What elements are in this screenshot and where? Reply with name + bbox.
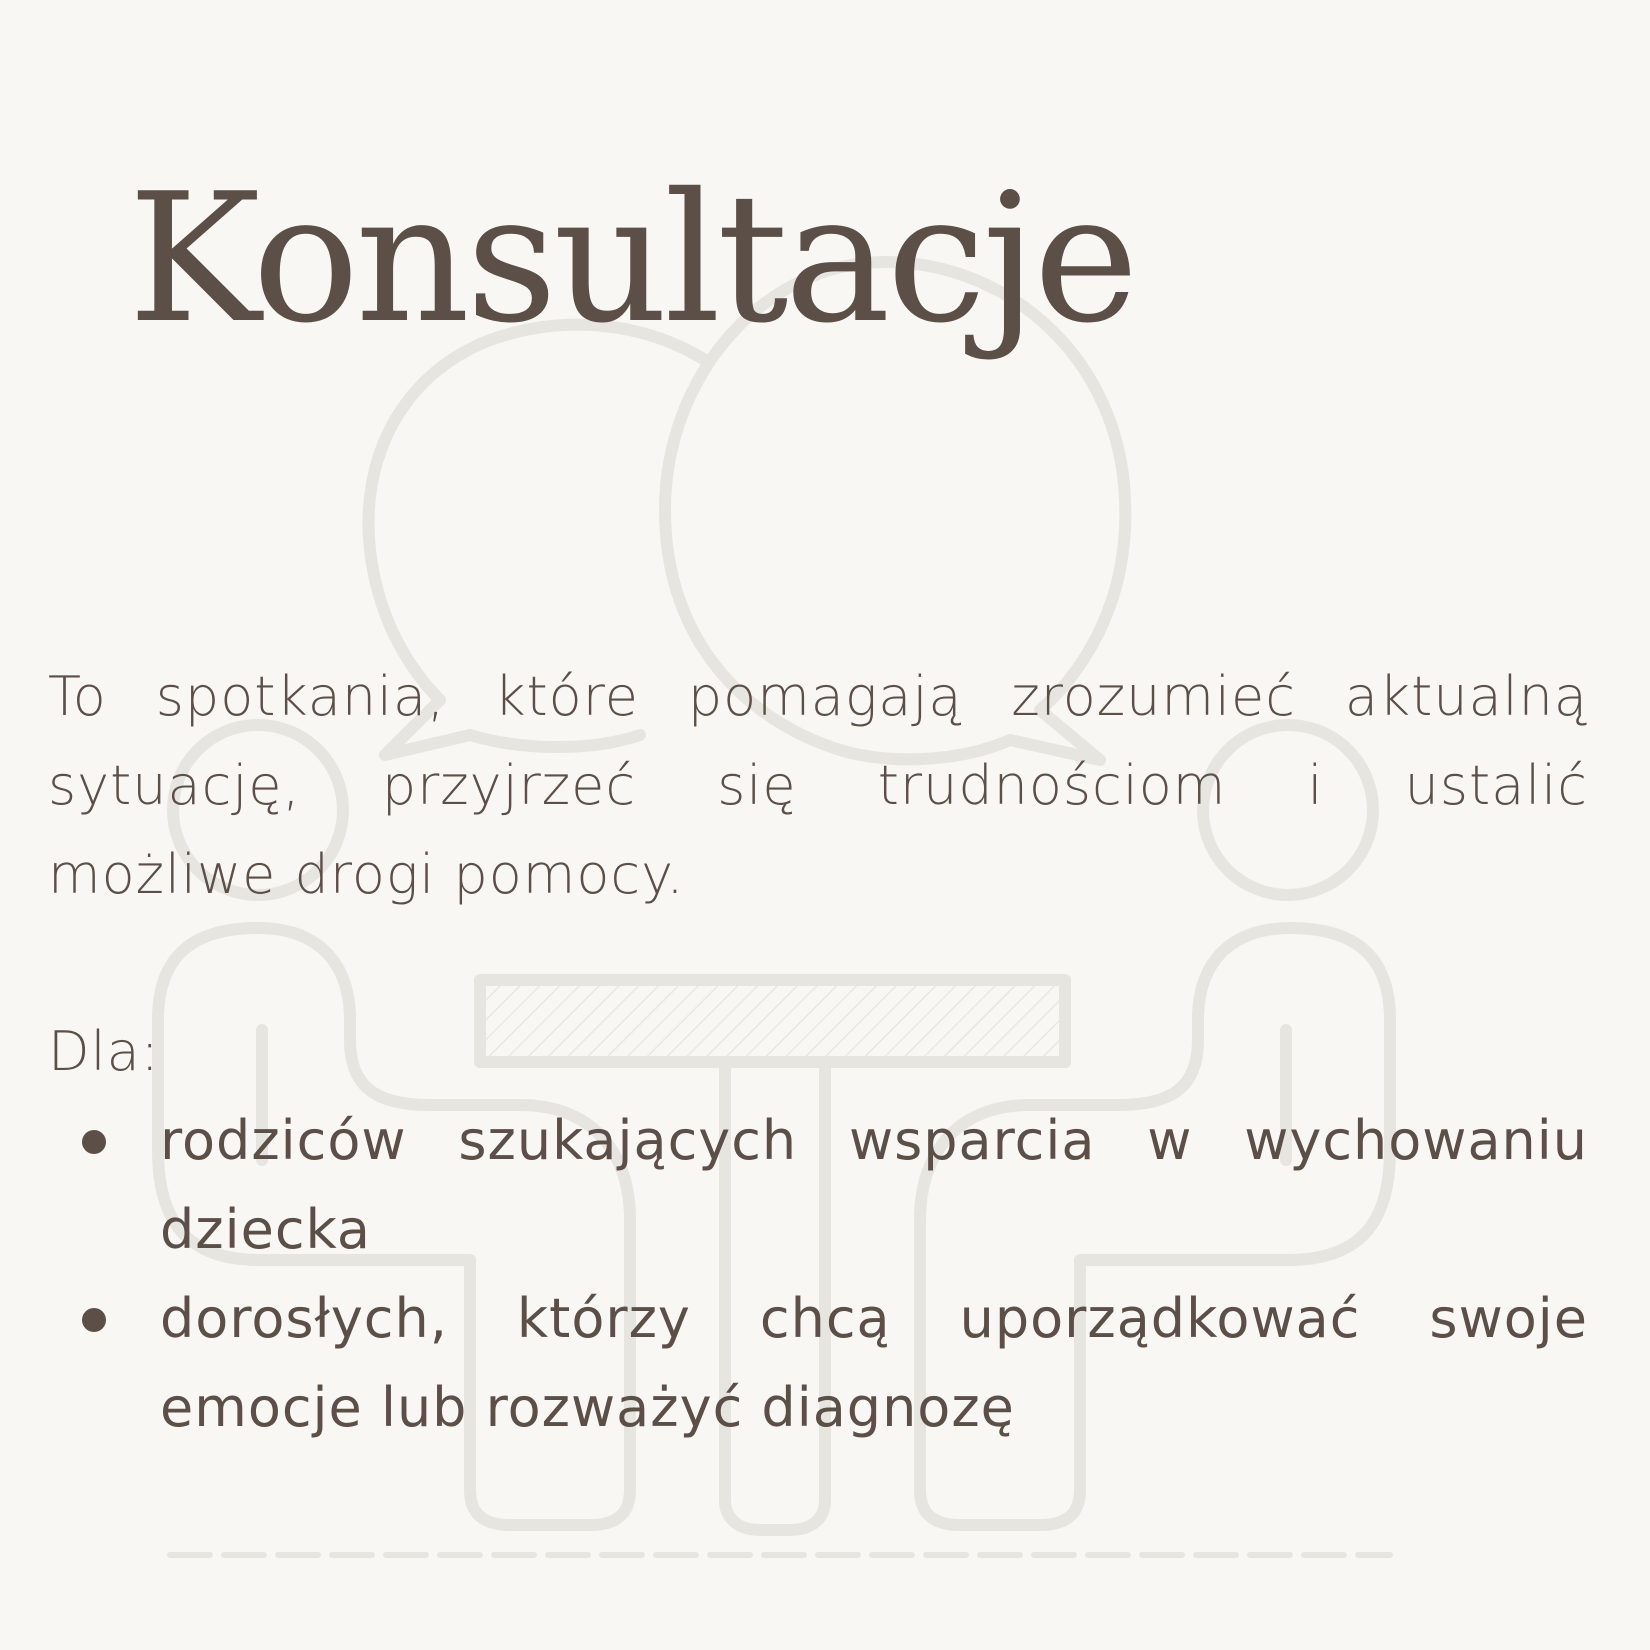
intro-line-2: sytuację, przyjrzeć się trudnościom i ustalić [48,754,1588,817]
page-title: Konsultacje [128,155,1135,362]
intro-line-1: To spotkania, które pomagają zrozumieć aktualną [48,665,1588,728]
list-item [48,1274,1588,1452]
intro-line-3: możliwe drogi pomocy. [48,843,685,906]
bullet-dot-icon [82,1308,106,1332]
list-item [48,1096,1588,1274]
audience-lead: Dla: [48,1020,160,1083]
intro-paragraph [48,652,1588,919]
list-item-line-1: dorosłych, którzy chcą uporządkować swoje [160,1287,1588,1350]
audience-list [48,1096,1588,1452]
bullet-dot-icon [82,1130,106,1154]
list-item-line-2: emocje lub rozważyć diagnozę [160,1376,1015,1439]
list-item-line-1: rodziców szukających wsparcia w wychowaniu [160,1109,1588,1172]
list-item-line-2: dziecka [160,1198,371,1261]
